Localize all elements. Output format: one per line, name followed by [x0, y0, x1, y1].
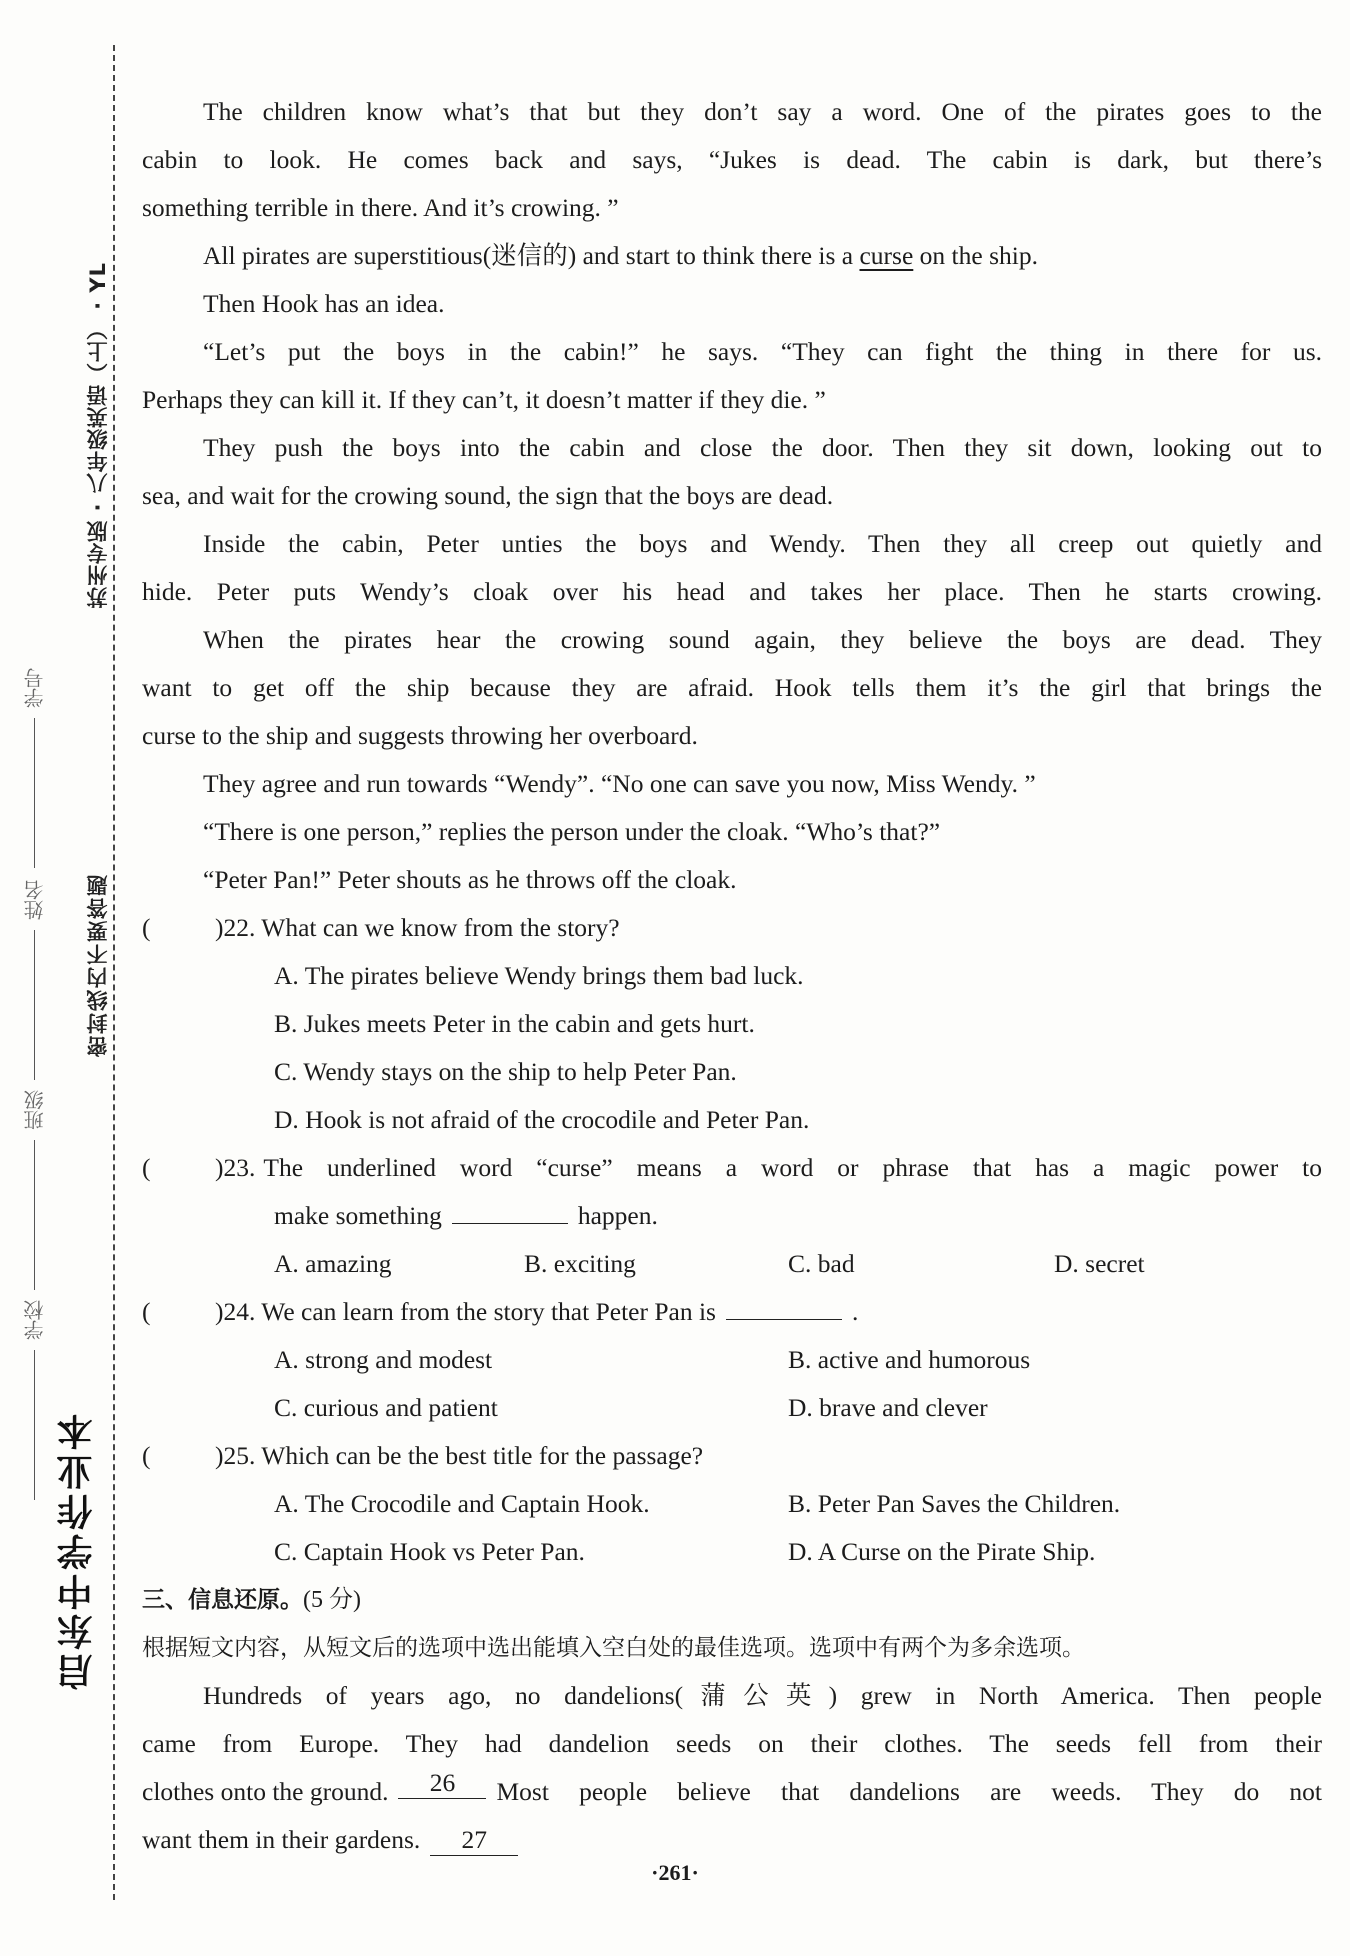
field-line-class — [34, 1140, 35, 1290]
option-a: A. strong and modest — [274, 1345, 493, 1374]
option-d: D. brave and clever — [788, 1393, 988, 1422]
option-row — [142, 1240, 1322, 1288]
question-stem — [215, 904, 620, 952]
main-content — [142, 88, 1322, 1864]
gap-27[interactable]: 27 — [430, 1825, 518, 1856]
question-stem — [215, 1144, 1322, 1192]
question-number: )25. — [215, 1441, 256, 1470]
question-number: )24. — [215, 1297, 256, 1326]
section-instruction: 根据短文内容，从短文后的选项中选出能填入空白处的最佳选项。选项中有两个为多余选项。 — [142, 1635, 1085, 1661]
field-label-school: 学校 — [23, 1300, 47, 1340]
option-row — [142, 1480, 1322, 1528]
option-b: B. Peter Pan Saves the Children. — [788, 1489, 1121, 1518]
story-line: Inside the cabin, Peter unties the boys and Wendy. Then they all creep out quietly and — [203, 529, 1322, 558]
story-line: “Peter Pan!” Peter shouts as he throws off the cloak. — [203, 865, 737, 894]
story-line: When the pirates hear the crowing sound again, they believe the boys are dead. They — [203, 625, 1322, 654]
story-line: Perhaps they can kill it. If they can’t, it doesn’t matter if they die. ” — [142, 385, 826, 414]
option-c: C. curious and patient — [274, 1393, 498, 1422]
option-b: B. exciting — [524, 1249, 636, 1278]
option-c: C. Captain Hook vs Peter Pan. — [274, 1537, 585, 1566]
underlined-word-curse: curse — [859, 241, 914, 270]
series-header: 苏州专版 · 八年级英语（上） · YL — [86, 262, 110, 608]
question-22 — [142, 904, 1322, 952]
field-label-student-no: 学号 — [23, 668, 47, 708]
field-line-school — [34, 1350, 35, 1500]
answer-paren[interactable]: ( — [142, 1297, 151, 1326]
story-line: want to get off the ship because they are afraid. Hook tells them it’s the girl that brings the — [142, 673, 1322, 702]
answer-paren[interactable]: ( — [142, 1153, 151, 1182]
question-number: )23. — [215, 1153, 256, 1182]
option-d: D. secret — [1054, 1249, 1145, 1278]
field-label-name: 姓名 — [23, 880, 47, 920]
question-stem — [215, 1432, 703, 1480]
question-text: We can learn from the story that Peter Pan is — [261, 1297, 716, 1326]
seal-warning: 密封线内不要答题 — [86, 873, 110, 1057]
seal-dashed-line — [113, 45, 115, 1900]
option-b: B. active and humorous — [788, 1345, 1031, 1374]
stem-part: happen. — [577, 1201, 658, 1230]
story-line: The children know what’s that but they don’t say a word. One of the pirates goes to the — [203, 97, 1322, 126]
story-line-curse — [142, 232, 1322, 280]
section-title: 三、信息还原。 — [142, 1587, 303, 1613]
story-text: All pirates are superstitious(迷信的) and start to think there is a — [203, 241, 854, 270]
section-3-heading — [142, 1576, 1322, 1624]
story-line: cabin to look. He comes back and says, “Jukes is dead. The cabin is dark, but there’s — [142, 145, 1322, 174]
question-25 — [142, 1432, 1322, 1480]
option-a: A. amazing — [274, 1249, 392, 1278]
option-row — [142, 1336, 1322, 1384]
option-c: C. bad — [788, 1249, 855, 1278]
story-line: They push the boys into the cabin and close the door. Then they sit down, looking out to — [203, 433, 1322, 462]
story-line: curse to the ship and suggests throwing her overboard. — [142, 721, 698, 750]
question-24 — [142, 1288, 1322, 1336]
passage-text: clothes onto the ground. — [142, 1777, 389, 1806]
option-d: D. A Curse on the Pirate Ship. — [788, 1537, 1096, 1566]
answer-paren[interactable]: ( — [142, 913, 151, 942]
field-line-student-no — [34, 718, 35, 868]
option-row — [142, 1048, 1322, 1096]
question-text-cont — [274, 1192, 658, 1240]
story-line: something terrible in there. And it’s crowing. ” — [142, 193, 619, 222]
story-line: hide. Peter puts Wendy’s cloak over his head and takes her place. Then he starts crowing. — [142, 577, 1322, 606]
answer-paren[interactable]: ( — [142, 1441, 151, 1470]
question-stem — [215, 1288, 858, 1336]
passage-line: came from Europe. They had dandelion seeds on their clothes. The seeds fell from their — [142, 1729, 1322, 1758]
story-line: Then Hook has an idea. — [203, 289, 445, 318]
school-name: 启东中学作业本 — [57, 1410, 98, 1690]
question-23-cont — [142, 1192, 1322, 1240]
option-row — [142, 1096, 1322, 1144]
field-label-class: 班级 — [23, 1090, 47, 1130]
answer-blank[interactable] — [452, 1193, 568, 1224]
stem-end: . — [851, 1297, 859, 1326]
story-line: “Let’s put the boys in the cabin!” he says. “They can fight the thing in there for us. — [203, 337, 1322, 366]
question-text: Which can be the best title for the passage? — [261, 1441, 704, 1470]
option-row — [142, 1000, 1322, 1048]
passage-text: want them in their gardens. — [142, 1825, 421, 1854]
passage-line-gap27 — [142, 1816, 1322, 1864]
answer-blank[interactable] — [726, 1289, 842, 1320]
question-text: The underlined word “curse” means a word or phrase that has a magic power to — [263, 1153, 1322, 1182]
field-line-name — [34, 930, 35, 1080]
stem-part: make something — [274, 1201, 442, 1230]
story-text: on the ship. — [919, 241, 1038, 270]
option-a: A. The pirates believe Wendy brings them bad luck. — [274, 961, 804, 990]
question-number: )22. — [215, 913, 256, 942]
question-23 — [142, 1144, 1322, 1192]
passage-line: Hundreds of years ago, no dandelions(蒲公英) grew in North America. Then people — [203, 1681, 1322, 1710]
option-row — [142, 952, 1322, 1000]
option-a: A. The Crocodile and Captain Hook. — [274, 1489, 650, 1518]
story-line: “There is one person,” replies the person under the cloak. “Who’s that?” — [203, 817, 941, 846]
story-line: sea, and wait for the crowing sound, the sign that the boys are dead. — [142, 481, 834, 510]
option-row — [142, 1384, 1322, 1432]
story-line: They agree and run towards “Wendy”. “No one can save you now, Miss Wendy. ” — [203, 769, 1036, 798]
section-points: (5 分) — [303, 1587, 361, 1613]
option-c: C. Wendy stays on the ship to help Peter Pan. — [274, 1057, 737, 1086]
question-text: What can we know from the story? — [261, 913, 620, 942]
option-b: B. Jukes meets Peter in the cabin and gets hurt. — [274, 1009, 755, 1038]
option-row — [142, 1528, 1322, 1576]
option-d: D. Hook is not afraid of the crocodile and Peter Pan. — [274, 1105, 810, 1134]
page-number: ·261· — [651, 1860, 699, 1885]
passage-line-gap26 — [142, 1768, 1322, 1816]
passage-text: Most people believe that dandelions are weeds. They do not — [496, 1777, 1322, 1806]
gap-26[interactable]: 26 — [398, 1768, 486, 1799]
